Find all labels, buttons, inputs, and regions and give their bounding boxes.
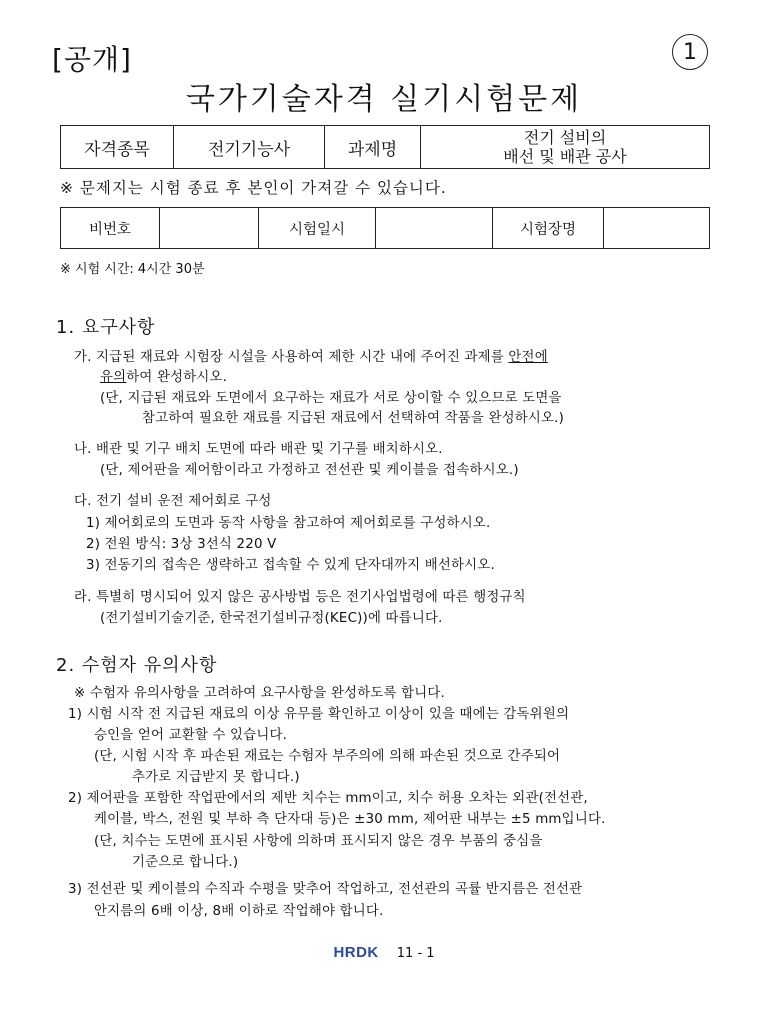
caution-line: 승인을 얻어 교환할 수 있습니다. bbox=[94, 728, 288, 743]
document-title: 국가기술자격 실기시험문제 bbox=[185, 82, 583, 117]
caution-line: (단, 치수는 도면에 표시된 사항에 의하며 표시되지 않은 경우 부품의 중심을 bbox=[94, 834, 543, 849]
requirement-line: 다. 전기 설비 운전 제어회로 구성 bbox=[74, 494, 272, 509]
exam-duration: ※ 시험 시간: 4시간 30분 bbox=[60, 262, 205, 277]
qualification-value: 전기기능사 bbox=[174, 126, 325, 169]
requirement-text: 가. 지급된 재료와 시험장 시설을 사용하여 제한 시간 내에 주어진 과제를 bbox=[74, 350, 504, 365]
emphasis-safety: 안전에 bbox=[508, 350, 548, 365]
requirement-line: 나. 배관 및 기구 배치 도면에 따라 배관 및 기구를 배치하시오. bbox=[74, 442, 443, 457]
requirement-line: (전기설비기술기준, 한국전기설비규정(KEC))에 따릅니다. bbox=[100, 611, 443, 626]
notice-text: ※ 문제지는 시험 종료 후 본인이 가져갈 수 있습니다. bbox=[60, 179, 447, 197]
section-1-heading: 1. 요구사항 bbox=[56, 317, 156, 338]
caution-line: 기준으로 합니다.) bbox=[132, 855, 239, 870]
emphasis-caution: 유의 bbox=[100, 370, 127, 385]
qualification-label: 자격종목 bbox=[61, 126, 174, 169]
exam-site-label: 시험장명 bbox=[493, 208, 604, 249]
caution-line: (단, 시험 시작 후 파손된 재료는 수험자 부주의에 의해 파손된 것으로 간주되어 bbox=[94, 749, 561, 764]
caution-line: 케이블, 박스, 전원 및 부하 측 단자대 등)은 ±30 mm, 제어판 내부는 ±5 mm입니다. bbox=[94, 812, 606, 827]
requirement-line: 3) 전동기의 접속은 생략하고 접속할 수 있게 단자대까지 배선하시오. bbox=[86, 558, 495, 573]
caution-line: 안지름의 6배 이상, 8배 이하로 작업해야 합니다. bbox=[94, 904, 384, 919]
requirement-line bbox=[74, 346, 548, 365]
requirement-text: 하여 완성하시오. bbox=[126, 370, 228, 385]
caution-line: 1) 시험 시작 전 지급된 재료의 이상 유무를 확인하고 이상이 있을 때에는 감독위원의 bbox=[68, 707, 570, 722]
task-name-line-1: 전기 설비의 bbox=[523, 128, 607, 147]
requirement-line: 참고하여 필요한 재료를 지급된 재료에서 선택하여 작품을 완성하시오.) bbox=[142, 411, 564, 426]
exam-info-table bbox=[60, 207, 710, 249]
section-2-heading: 2. 수험자 유의사항 bbox=[56, 655, 218, 676]
seat-number-label: 비번호 bbox=[61, 208, 160, 249]
hrdk-logo: HRDK bbox=[333, 944, 379, 961]
requirement-line: (단, 지급된 재료와 도면에서 요구하는 재료가 서로 상이할 수 있으므로 도면을 bbox=[100, 391, 562, 406]
page-number: 11 - 1 bbox=[396, 946, 435, 961]
requirement-line: (단, 제어판을 제어함이라고 가정하고 전선관 및 케이블을 접속하시오.) bbox=[100, 463, 519, 478]
requirement-line: 라. 특별히 명시되어 있지 않은 공사방법 등은 전기사업법령에 따른 행정규칙 bbox=[74, 590, 526, 605]
requirement-line: 1) 제어회로의 도면과 동작 사항을 참고하여 제어회로를 구성하시오. bbox=[86, 516, 491, 531]
exam-site-value[interactable] bbox=[604, 208, 710, 249]
page-footer bbox=[0, 944, 768, 961]
requirement-line: 2) 전원 방식: 3상 3선식 220 V bbox=[86, 537, 277, 552]
seat-number-value[interactable] bbox=[160, 208, 259, 249]
page-number-circle: 1 bbox=[672, 34, 708, 70]
task-name-label: 과제명 bbox=[325, 126, 421, 169]
caution-line: ※ 수험자 유의사항을 고려하여 요구사항을 완성하도록 합니다. bbox=[74, 686, 445, 701]
task-name-line-2: 배선 및 배관 공사 bbox=[503, 147, 627, 166]
requirement-line bbox=[100, 366, 227, 385]
public-label: [공개] bbox=[52, 43, 132, 76]
exam-date-value[interactable] bbox=[376, 208, 493, 249]
task-name-value bbox=[421, 126, 710, 169]
exam-date-label: 시험일시 bbox=[259, 208, 376, 249]
caution-line: 추가로 지급받지 못 합니다.) bbox=[132, 770, 300, 785]
caution-line: 2) 제어판을 포함한 작업판에서의 제반 치수는 mm이고, 치수 허용 오차는 외관(전선관, bbox=[68, 791, 588, 806]
caution-line: 3) 전선관 및 케이블의 수직과 수평을 맞추어 작업하고, 전선관의 곡률 반지름은 전선관 bbox=[68, 882, 583, 897]
qualification-info-table bbox=[60, 125, 710, 169]
